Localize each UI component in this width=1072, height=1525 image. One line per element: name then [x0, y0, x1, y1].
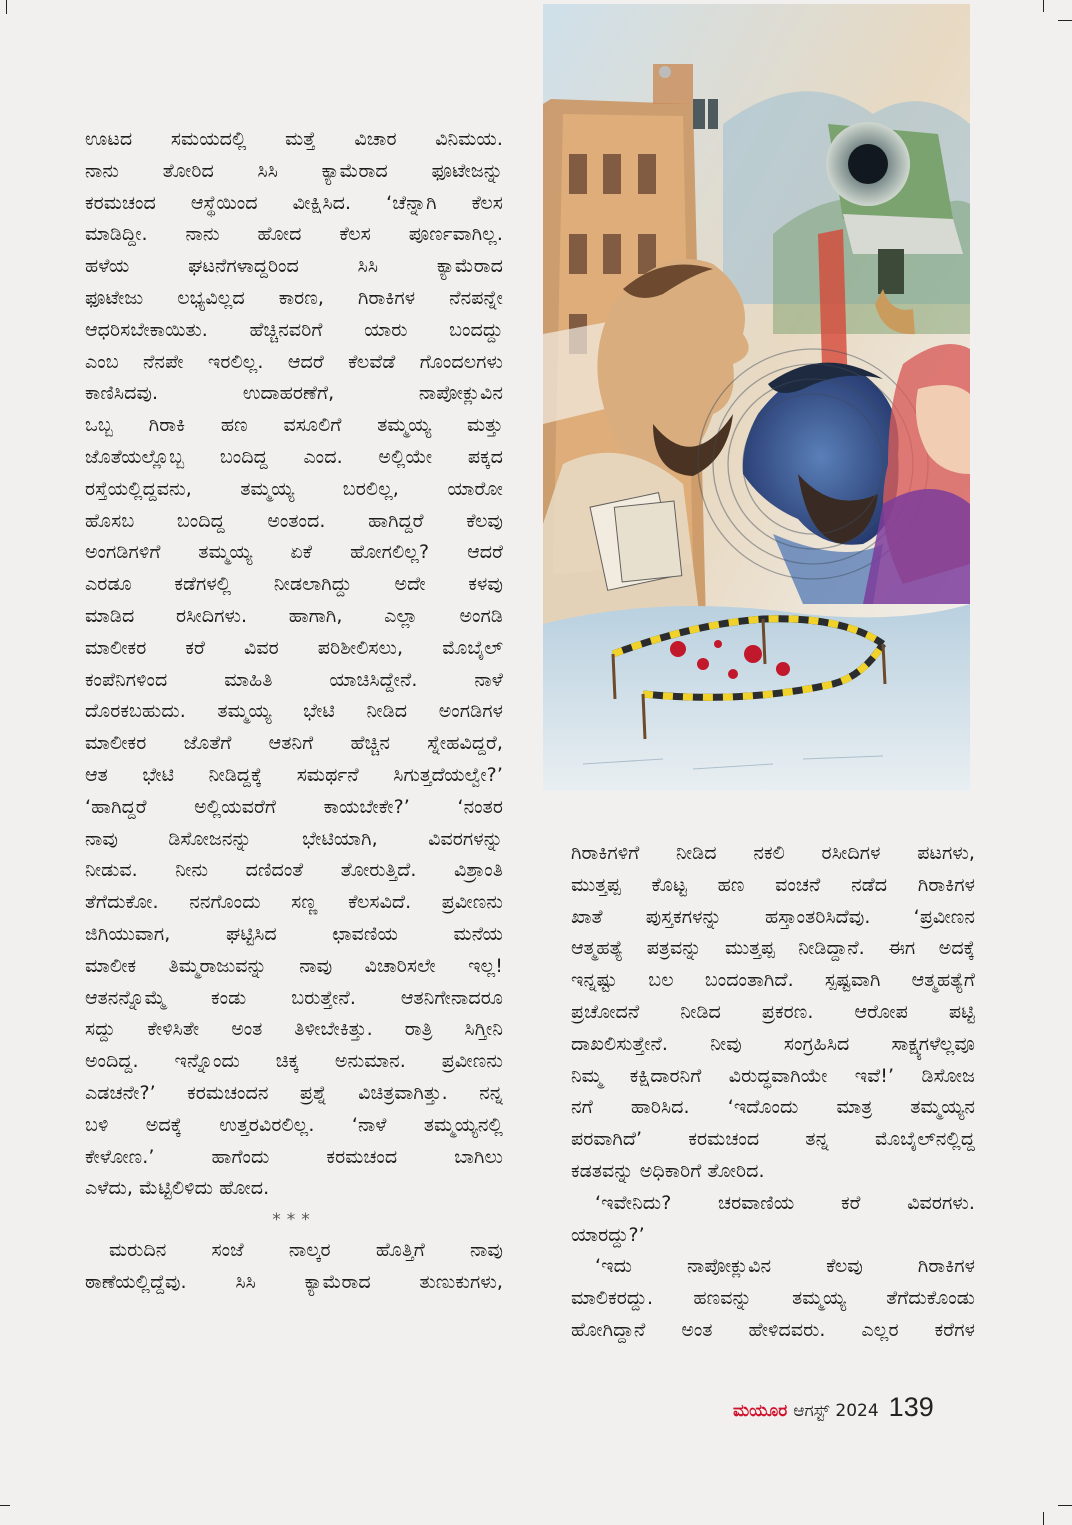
text-line: ಹೊಸಬ ಬಂದಿದ್ದ ಅಂತಂದ. ಹಾಗಿದ್ದರೆ ಕೆಲವು	[85, 509, 503, 532]
left-column-text	[85, 124, 503, 1205]
text-line: ಹೋಗಿದ್ದಾನೆ ಅಂತ ಹೇಳಿದವರು. ಎಲ್ಲರ ಕರೆಗಳ	[571, 1318, 975, 1341]
crop-mark-right-top	[1058, 20, 1072, 21]
crop-mark-left-bottom	[0, 1505, 10, 1506]
text-line: ಮರುದಿನ ಸಂಜೆ ನಾಲ್ಕರ ಹೊತ್ತಿಗೆ ನಾವು	[109, 1239, 503, 1262]
text-line: ಎಡಚನೇ?’ ಕರಮಚಂದನ ಪ್ರಶ್ನೆ ವಿಚಿತ್ರವಾಗಿತ್ತು. ನನ್ನ	[85, 1081, 503, 1104]
text-line: ಅಂದಿದ್ದ. ಇನ್ನೊಂದು ಚಿಕ್ಕ ಅನುಮಾನ. ಪ್ರವೀಣನು	[85, 1050, 503, 1073]
text-line: ಕರಮಚಂದ ಆಸ್ಥೆಯಿಂದ ವೀಕ್ಷಿಸಿದ. ‘ಚೆನ್ನಾಗಿ ಕೆಲಸ	[85, 191, 503, 214]
text-line: ಮಾಲೀಕರ ಜೊತೆಗೆ ಆತನಿಗೆ ಹೆಚ್ಚಿನ ಸ್ನೇಹವಿದ್ದರೆ,	[85, 732, 503, 755]
text-line: ಕಾಣಿಸಿದವು. ಉದಾಹರಣೆಗೆ, ನಾಪೋಕ್ಲುವಿನ	[85, 382, 503, 405]
right-column-paragraph-2	[571, 1188, 975, 1252]
text-line: ಎಳೆದು, ಮೆಟ್ಟಿಲಿಳಿದು ಹೋದ.	[85, 1177, 270, 1200]
text-line: ಜೊತೆಯಲ್ಲೊಬ್ಬ ಬಂದಿದ್ದ ಎಂದ. ಅಲ್ಲಿಯೇ ಪಕ್ಕದ	[85, 445, 503, 468]
text-line: ಬಳಿ ಅದಕ್ಕೆ ಉತ್ತರವಿರಲಿಲ್ಲ. ‘ನಾಳೆ ತಮ್ಮಯ್ಯನಲ್ಲಿ	[85, 1113, 503, 1136]
text-line: ಅಂಗಡಿಗಳಿಗೆ ತಮ್ಮಯ್ಯ ಏಕೆ ಹೋಗಲಿಲ್ಲ? ಆದರೆ	[85, 541, 503, 564]
text-line: ದೊರಕಬಹುದು. ತಮ್ಮಯ್ಯ ಭೇಟಿ ನೀಡಿದ ಅಂಗಡಿಗಳ	[85, 700, 503, 723]
text-line: ಕೇಳೋಣ.’ ಹಾಗೆಂದು ಕರಮಚಂದ ಬಾಗಿಲು	[85, 1145, 503, 1168]
text-line: ಜಿಗಿಯುವಾಗ, ಘಟ್ಟಿಸಿದ ಛಾವಣಿಯ ಮನೆಯ	[85, 922, 503, 945]
text-line: ಕಂಪೆನಿಗಳಿಂದ ಮಾಹಿತಿ ಯಾಚಿಸಿದ್ದೇನೆ. ನಾಳೆ	[85, 668, 503, 691]
article-column-right	[571, 838, 975, 1347]
crop-mark-top-right	[1043, 0, 1044, 12]
text-line: ‘ಇದು ನಾಪೋಕ್ಲುವಿನ ಕೆಲವು ಗಿರಾಕಿಗಳ	[595, 1255, 975, 1278]
text-line: ಸದ್ದು ಕೇಳಿಸಿತೇ ಅಂತ ತಿಳೀಬೇಕಿತ್ತು. ರಾತ್ರಿ ಸಿಗ್ತೀನಿ	[85, 1018, 503, 1041]
text-line: ಎಂಬ ನೆನಪೇ ಇರಲಿಲ್ಲ. ಆದರೆ ಕೆಲವೆಡೆ ಗೊಂದಲಗಳು	[85, 350, 503, 373]
text-line: ‘ಹಾಗಿದ್ದರೆ ಅಲ್ಲಿಯವರೆಗೆ ಕಾಯಬೇಕೇ?’ ‘ನಂತರ	[85, 795, 503, 818]
text-line: ಆಧರಿಸಬೇಕಾಯಿತು. ಹೆಚ್ಚಿನವರಿಗೆ ಯಾರು ಬಂದದ್ದು	[85, 318, 503, 341]
section-divider: ***	[272, 1210, 316, 1231]
text-line: ಮಾಲೀಕರ ಕರೆ ವಿವರ ಪರಿಶೀಲಿಸಲು, ಮೊಬೈಲ್	[85, 636, 503, 659]
text-line: ಆತನನ್ನೊಮ್ಮೆ ಕಂಡು ಬರುತ್ತೇನೆ. ಆತನಿಗೇನಾದರೂ	[85, 986, 503, 1009]
text-line: ಮಾಲೀಕ ತಿಮ್ಮರಾಜುವನ್ನು ನಾವು ವಿಚಾರಿಸಲೇ ಇಲ್ಲ!	[85, 954, 503, 977]
text-line: ನಗೆ ಹಾರಿಸಿದ. ‘ಇದೊಂದು ಮಾತ್ರ ತಮ್ಮಯ್ಯನ	[571, 1096, 975, 1119]
text-line: ಆತ್ಮಹತ್ಯೆ ಪತ್ರವನ್ನು ಮುತ್ತಪ್ಪ ನೀಡಿದ್ದಾನೆ. ಈಗ ಅದಕ್ಕೆ	[571, 937, 975, 960]
text-line: ಕಡತವನ್ನು ಅಧಿಕಾರಿಗೆ ತೋರಿದ.	[571, 1159, 765, 1182]
text-line: ಠಾಣೆಯಲ್ಲಿದ್ದೆವು. ಸಿಸಿ ಕ್ಯಾಮೆರಾದ ತುಣುಕುಗಳು,	[85, 1270, 503, 1293]
issue-month: ಆಗಸ್ಟ್	[793, 1401, 830, 1421]
left-column-text-after-divider	[85, 1235, 503, 1299]
text-line: ಪರವಾಗಿದೆ’ ಕರಮಚಂದ ತನ್ನ ಮೊಬೈಲ್‌ನಲ್ಲಿದ್ದ	[571, 1128, 975, 1151]
right-column-paragraph-3	[571, 1251, 975, 1346]
text-line: ನಾನು ತೋರಿದ ಸಿಸಿ ಕ್ಯಾಮೆರಾದ ಫೂಟೇಜನ್ನು	[85, 159, 503, 182]
text-line: ಒಬ್ಬ ಗಿರಾಕಿ ಹಣ ವಸೂಲಿಗೆ ತಮ್ಮಯ್ಯ ಮತ್ತು	[85, 414, 503, 437]
text-line: ಇನ್ನಷ್ಟು ಬಲ ಬಂದಂತಾಗಿದೆ. ಸ್ಪಷ್ಟವಾಗಿ ಆತ್ಮಹತ್ಯೆಗೆ	[571, 969, 975, 992]
right-column-text	[571, 838, 975, 1188]
story-illustration	[543, 4, 970, 791]
text-line: ಎರಡೂ ಕಡೆಗಳಲ್ಲಿ ನೀಡಲಾಗಿದ್ದು ಅದೇ ಕಳವು	[85, 573, 503, 596]
magazine-brand: ಮಯೂರ	[733, 1401, 788, 1421]
issue-year: 2024	[835, 1401, 879, 1421]
text-line: ದಾಖಲಿಸುತ್ತೇನೆ. ನೀವು ಸಂಗ್ರಹಿಸಿದ ಸಾಕ್ಷ್ಯಗಳೆಲ್ಲವೂ	[571, 1032, 975, 1055]
text-line: ಫೂಟೇಜು ಲಭ್ಯವಿಲ್ಲದ ಕಾರಣ, ಗಿರಾಕಿಗಳ ನೆನಪನ್ನೇ	[85, 286, 503, 309]
crop-mark-top-left	[6, 0, 7, 14]
text-line: ‘ಇವೇನಿದು? ಚರವಾಣಿಯ ಕರೆ ವಿವರಗಳು.	[595, 1191, 975, 1214]
text-line: ಯಾರದ್ದು?’	[571, 1223, 645, 1246]
text-line: ಮಾಡಿದ ರಸೀದಿಗಳು. ಹಾಗಾಗಿ, ಎಲ್ಲಾ ಅಂಗಡಿ	[85, 604, 503, 627]
crop-mark-bottom-right	[1043, 1512, 1044, 1525]
text-line: ನೀಡುವ. ನೀನು ದಣಿದಂತೆ ತೋರುತ್ತಿದೆ. ವಿಶ್ರಾಂತಿ	[85, 859, 503, 882]
illustration-art	[543, 4, 970, 791]
text-line: ಊಟದ ಸಮಯದಲ್ಲಿ ಮತ್ತೆ ವಿಚಾರ ವಿನಿಮಯ.	[85, 128, 503, 150]
text-line: ನಾವು ಡಿಸೋಜನನ್ನು ಭೇಟಿಯಾಗಿ, ವಿವರಗಳನ್ನು	[85, 827, 503, 850]
text-line: ಹಳೆಯ ಘಟನೆಗಳಾದ್ದರಿಂದ ಸಿಸಿ ಕ್ಯಾಮೆರಾದ	[85, 255, 503, 278]
text-line: ಮಾಲಿಕರದ್ದು. ಹಣವನ್ನು ತಮ್ಮಯ್ಯ ತೆಗೆದುಕೊಂಡು	[571, 1287, 975, 1310]
text-line: ನಿಮ್ಮ ಕಕ್ಷಿದಾರನಿಗೆ ವಿರುದ್ಧವಾಗಿಯೇ ಇವೆ!’ ಡಿಸೋಜ	[571, 1064, 975, 1087]
crop-mark-right-bottom	[1058, 1505, 1072, 1506]
text-line: ಆತ ಭೇಟಿ ನೀಡಿದ್ದಕ್ಕೆ ಸಮರ್ಥನೆ ಸಿಗುತ್ತದೆಯಲ್ವೇ?’	[85, 763, 503, 786]
text-line: ಪ್ರಚೋದನೆ ನೀಡಿದ ಪ್ರಕರಣ. ಆರೋಪ ಪಟ್ಟಿ	[571, 1000, 975, 1023]
text-line: ಖಾತೆ ಪುಸ್ತಕಗಳನ್ನು ಹಸ್ತಾಂತರಿಸಿದೆವು. ‘ಪ್ರವೀಣನ	[571, 905, 975, 928]
page-footer	[733, 1392, 934, 1428]
page-number: 139	[888, 1392, 934, 1422]
text-line: ಗಿರಾಕಿಗಳಿಗೆ ನೀಡಿದ ನಕಲಿ ರಸೀದಿಗಳ ಪಟಗಳು,	[571, 842, 975, 864]
text-line: ತೆಗೆದುಕೋ. ನನಗೊಂದು ಸಣ್ಣ ಕೆಲಸವಿದೆ. ಪ್ರವೀಣನು	[85, 891, 503, 914]
article-column-left	[85, 124, 503, 1299]
text-line: ರಸ್ತೆಯಲ್ಲಿದ್ದವನು, ತಮ್ಮಯ್ಯ ಬರಲಿಲ್ಲ, ಯಾರೋ	[85, 477, 503, 500]
text-line: ಮುತ್ತಪ್ಪ ಕೊಟ್ಟ ಹಣ ವಂಚನೆ ನಡೆದ ಗಿರಾಕಿಗಳ	[571, 873, 975, 896]
text-line: ಮಾಡಿದ್ದೀ. ನಾನು ಹೋದ ಕೆಲಸ ಪೂರ್ಣವಾಗಿಲ್ಲ.	[85, 223, 503, 246]
